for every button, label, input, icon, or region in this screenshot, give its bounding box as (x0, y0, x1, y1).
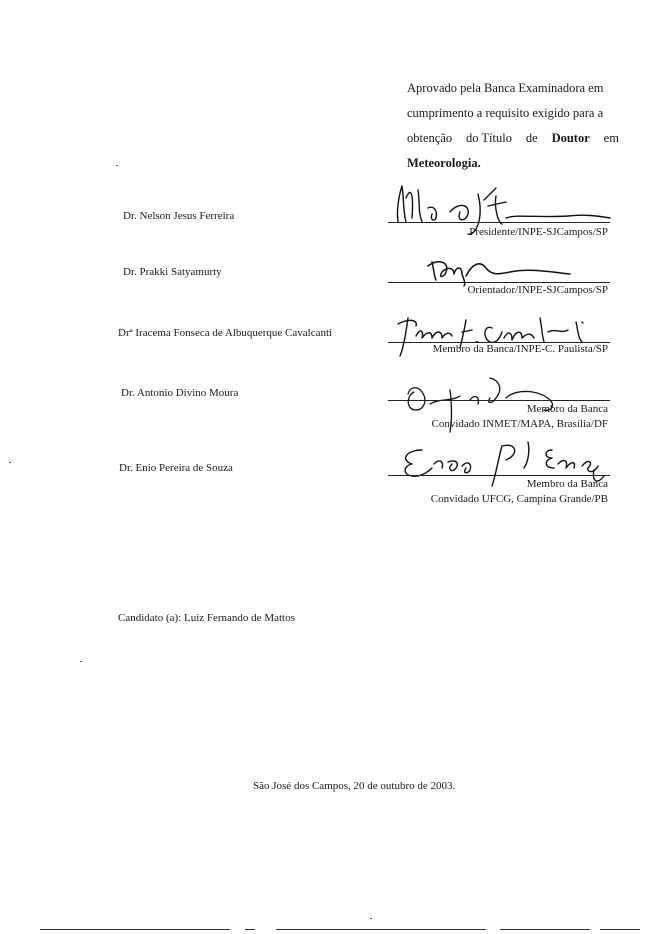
member-name-5: Dr. Enio Pereira de Souza (119, 462, 233, 474)
member-role-3: Membro da Banca/INPE-C. Paulista/SP (432, 343, 608, 355)
approval-line-3 (407, 126, 619, 151)
candidate-name: Candidato (a): Luiz Fernando de Mattos (118, 612, 295, 624)
approval-line-1: Aprovado pela Banca Examinadora em (407, 81, 604, 95)
approval-word-de: de (525, 131, 538, 145)
member-role-5: Membro da Banca (526, 478, 608, 490)
scan-speck (116, 165, 118, 166)
member-role-4: Membro da Banca (526, 403, 608, 415)
signature-line-2 (388, 282, 610, 283)
approval-word-doutor: Doutor (551, 131, 590, 145)
scan-speck (80, 661, 82, 662)
approval-word-obtencao: obtenção (407, 131, 453, 145)
approval-statement (407, 76, 632, 176)
member-name-2: Dr. Prakki Satyamurty (123, 266, 222, 278)
footer-rule (600, 929, 640, 930)
footer-rule (40, 929, 230, 930)
member-affiliation-4: Convidado INMET/MAPA, Brasília/DF (431, 418, 608, 430)
member-affiliation-5: Convidado UFCG, Campina Grande/PB (430, 493, 608, 505)
place-and-date: São José dos Campos, 20 de outubro de 2003. (253, 780, 456, 792)
scan-speck (370, 918, 372, 919)
footer-rule (500, 929, 590, 930)
scan-speck (9, 462, 11, 463)
approval-line-2: cumprimento a requisito exigido para a (407, 106, 604, 120)
approval-word-titulo: do Título (466, 131, 512, 145)
member-role-1: Presidente/INPE-SJCampos/SP (469, 226, 608, 238)
member-name-3: Drª Iracema Fonseca de Albuquerque Cavalcanti (118, 327, 333, 339)
member-name-1: Dr. Nelson Jesus Ferreira (123, 210, 235, 222)
approval-line-4: Meteorologia. (407, 156, 481, 170)
signature-line-5 (388, 475, 610, 476)
signature-line-1 (388, 222, 610, 223)
member-role-2: Orientador/INPE-SJCampos/SP (467, 284, 608, 296)
signature-line-4 (388, 400, 610, 401)
member-name-4: Dr. Antonio Divino Moura (121, 387, 239, 399)
approval-word-em: em (603, 131, 619, 145)
footer-rule (245, 929, 255, 930)
footer-rule (276, 929, 486, 930)
